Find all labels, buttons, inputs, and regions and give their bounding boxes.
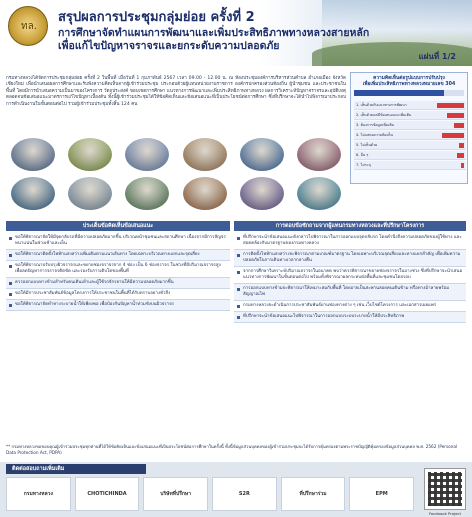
chart-bar-label: 1. เห็นด้วยกับแนวทางการพัฒนา	[356, 103, 407, 107]
meeting-photo	[125, 138, 169, 171]
partner-logo	[349, 477, 414, 511]
partner-name: CHOTICHINDA	[87, 491, 127, 497]
page-subtitle-line2: เพื่อแก้ไขปัญหาจราจรและยกระดับความปลอดภัย	[58, 40, 280, 52]
intro-paragraph: กรมทางหลวงได้จัดการประชุมกลุ่มย่อย ครั้งที่ 2 ในพื้นที่ เมื่อวันที่ 1 กุมภาพันธ์ 2567 เวลา 09.00 - 12.00 น. ณ ห้องประชุมองค์การบริหารส่วนตำบล อำเภอเมือง จังหวัดเชียงใหม่ เพื่อนำเสนอผลการศึกษาและรับฟังความคิดเห็นจากผู้เข้าร่วมประชุม ประกอบด้วยผู้แทนหน่วยงานราชการ องค์กรปกครองส่วนท้องถิ่น ผู้นำชุมชน และประชาชนในพื้นที่ โดยมีการนำเสนอความเป็นมาของโครงการ วัตถุประสงค์ ขอบเขตการศึกษา แนวทางการพัฒนาและเพิ่มประสิทธิภาพทางหลวง ผลการวิเคราะห์ปัญหาจราจรและอุบัติเหตุ ตลอดจนข้อเสนอแนะมาตรการแก้ไขปัญหาเบื้องต้น ทั้งนี้ผู้เข้าร่วมประชุมได้ให้ข้อคิดเห็นและข้อเสนอแนะที่เป็นประโยชน์ต่อการศึกษา ซึ่งที่ปรึกษาจะได้นำไปพิจารณาประกอบการดำเนินงานในขั้นตอนต่อไป รวมผู้เข้าร่วมประชุมทั้งสิ้น 124 คน	[6, 76, 346, 107]
list-item: ขอให้พิจารณาติดตั้งไฟฟ้าแสงสว่างเพิ่มเติมตามแนวเส้นทาง โดยเฉพาะบริเวณทางแยกและจุดเสี่ยง	[6, 250, 230, 261]
meeting-photo	[183, 177, 227, 210]
chart-bar-label: 4. ไม่แสดงความคิดเห็น	[356, 133, 393, 137]
chart-header-bar	[354, 90, 464, 96]
meeting-photo	[183, 138, 227, 171]
meeting-photo	[240, 138, 284, 171]
chart-bar-row	[354, 121, 466, 130]
page-title: สรุปผลการประชุมกลุ่มย่อย ครั้งที่ 2	[58, 10, 255, 25]
list-item: ขอให้พิจารณาปรับปรุงผิวจราจรและขยายช่องจราจรจาก 4 ช่อง เป็น 6 ช่องจราจร ในช่วงที่มีปริมาณจราจรสูง เพื่อลดปัญหาการจราจรติดขัด และรองรับการเติบโตของพื้นที่	[6, 261, 230, 278]
list-item: กรมทางหลวงจะดำเนินการประชาสัมพันธ์ผ่านช่องทางต่าง ๆ เช่น เว็บไซต์โครงการ และเอกสารเผยแพร่	[234, 301, 466, 312]
meeting-photo	[11, 138, 55, 171]
list-item: ขอให้มีการประชาสัมพันธ์ข้อมูลโครงการให้ประชาชนในพื้นที่ได้รับทราบอย่างทั่วถึง	[6, 289, 230, 300]
page-subtitle-line1: การศึกษาจัดทำแผนการพัฒนาและเพิ่มประสิทธิภาพทางหลวงสายหลัก	[58, 27, 370, 39]
chart-bar	[447, 113, 464, 118]
chart-bar-label: 7. ไม่ระบุ	[356, 163, 371, 167]
right-column-header: การตอบข้อซักถามจากผู้แทนกรมทางหลวงและที่ปรึกษาโครงการ	[234, 221, 466, 231]
chart-bar	[459, 143, 464, 148]
chart-bar	[457, 153, 464, 158]
footer-title: ติดต่อสอบถามเพิ่มเติม	[6, 464, 146, 474]
partner-logo	[143, 477, 208, 511]
meeting-photo	[240, 177, 284, 210]
meeting-photo	[125, 177, 169, 210]
chart-bar-row	[354, 101, 466, 110]
list-item: ขอให้พิจารณาจัดให้มีจุดกลับรถที่มีความปลอดภัยมากขึ้น บริเวณหน้าชุมชนและสถานศึกษา เนื่องจากมีการสัญจรหนาแน่นในช่วงเช้าและเย็น	[6, 233, 230, 250]
right-column-list	[234, 233, 466, 323]
left-column-list	[6, 233, 230, 311]
meeting-photo	[297, 138, 341, 171]
partner-name: กรมทางหลวง	[23, 491, 53, 497]
photo-gallery	[6, 138, 346, 210]
qr-code[interactable]	[424, 468, 466, 510]
partner-name: บริษัทที่ปรึกษา	[160, 491, 192, 497]
chart-bar-row	[354, 131, 466, 140]
chart-bar-label: 3. ต้องการข้อมูลเพิ่มเติม	[356, 123, 395, 127]
partner-logos	[6, 477, 414, 511]
partner-name: S2R	[238, 491, 250, 497]
header	[0, 0, 472, 66]
partner-logo	[6, 477, 71, 511]
page-number: แผ่นที่ 1/2	[418, 52, 456, 61]
left-column-header: ประเด็นข้อคิดเห็นข้อเสนอแนะ	[6, 221, 230, 231]
footer	[0, 462, 472, 517]
list-item: ที่ปรึกษาจะนำข้อเสนอแนะดังกล่าวไปพิจารณาในการออกแบบจุดกลับรถ โดยคำนึงถึงความปลอดภัยของผู้ใช้ทาง และสอดคล้องกับมาตรฐานของกรมทางหลวง	[234, 233, 466, 250]
meeting-photo	[68, 138, 112, 171]
department-logo	[8, 6, 48, 46]
chart-bar	[442, 133, 464, 138]
chart-bars	[354, 101, 466, 171]
chart-bar-label: 5. ไม่เห็นด้วย	[356, 143, 378, 147]
chart-title: ความคิดเห็นต่อรูปแบบการปรับปรุง	[373, 76, 445, 81]
partner-logo	[75, 477, 140, 511]
chart-bar	[461, 163, 464, 168]
meeting-photo	[11, 177, 55, 210]
chart-bar	[454, 123, 464, 128]
chart-bar-row	[354, 141, 466, 150]
chart-bar-label: 2. เห็นด้วยแต่มีข้อเสนอแนะเพิ่มเติม	[356, 113, 412, 117]
chart-bar-row	[354, 161, 466, 170]
qr-label: Facebook Project	[428, 511, 462, 516]
list-item: การติดตั้งไฟฟ้าแสงสว่างจะพิจารณาตามเกณฑ์มาตรฐาน โดยเฉพาะบริเวณจุดเสี่ยงและทางแยกสำคัญ เพื่อเพิ่มความปลอดภัยในการเดินทางเวลากลางคืน	[234, 250, 466, 267]
chart-subtitle: เพื่อเพิ่มประสิทธิภาพทางหลวงหมายเลข 304	[362, 82, 456, 87]
list-item: ขอให้พิจารณาจัดทำทางระบายน้ำให้เพียงพอ เพื่อป้องกันปัญหาน้ำท่วมขังบนผิวจราจร	[6, 300, 230, 311]
footnote: ** กรมทางหลวงขอขอบคุณผู้เข้าร่วมประชุมทุกท่านที่ได้ให้ข้อคิดเห็นและข้อเสนอแนะที่เป็นประโยชน์ต่อการศึกษาในครั้งนี้ ทั้งนี้ข้อมูลส่วนบุคคลของผู้เข้าร่วมประชุมจะได้รับการคุ้มครองตามพระราชบัญญัติคุ้มครองข้อมูลส่วนบุคคล พ.ศ. 2562 (Personal Data Protection Act, PDPA)	[6, 444, 458, 455]
logo-text: ทล.	[21, 21, 37, 32]
list-item: จากการศึกษาวิเคราะห์ปริมาณจราจรในอนาคต พบว่าควรพิจารณาขยายช่องจราจรในบางช่วง ซึ่งที่ปรึกษาจะนำเสนอแนวทางการพัฒนาในขั้นตอนต่อไป พร้อมทั้งพิจารณาผลกระทบต่อพื้นที่และชุมชนโดยรอบ	[234, 267, 466, 284]
partner-logo	[281, 477, 346, 511]
chart-bar-row	[354, 111, 466, 120]
meeting-photo	[68, 177, 112, 210]
partner-name: ที่ปรึกษาร่วม	[299, 491, 327, 497]
list-item: ที่ปรึกษาจะนำข้อเสนอแนะไปพิจารณาในการออกแบบระบบระบายน้ำให้มีประสิทธิภาพ	[234, 312, 466, 323]
meeting-photo	[297, 177, 341, 210]
list-item: ควรออกแบบทางข้ามสำหรับคนเดินเท้าและผู้ใช้รถจักรยานให้มีความปลอดภัยมากขึ้น	[6, 278, 230, 289]
partner-logo	[212, 477, 277, 511]
chart-bar	[437, 103, 464, 108]
opinion-chart	[350, 72, 468, 184]
chart-bar-label: 6. อื่น ๆ	[356, 153, 369, 157]
chart-bar-row	[354, 151, 466, 160]
list-item: การออกแบบทางข้ามจะพิจารณาให้เหมาะสมกับพื้นที่ โดยอาจเป็นสะพานลอยคนเดินข้าม หรือทางม้าลายพร้อมสัญญาณไฟ	[234, 284, 466, 301]
partner-name: EPM	[375, 491, 388, 497]
